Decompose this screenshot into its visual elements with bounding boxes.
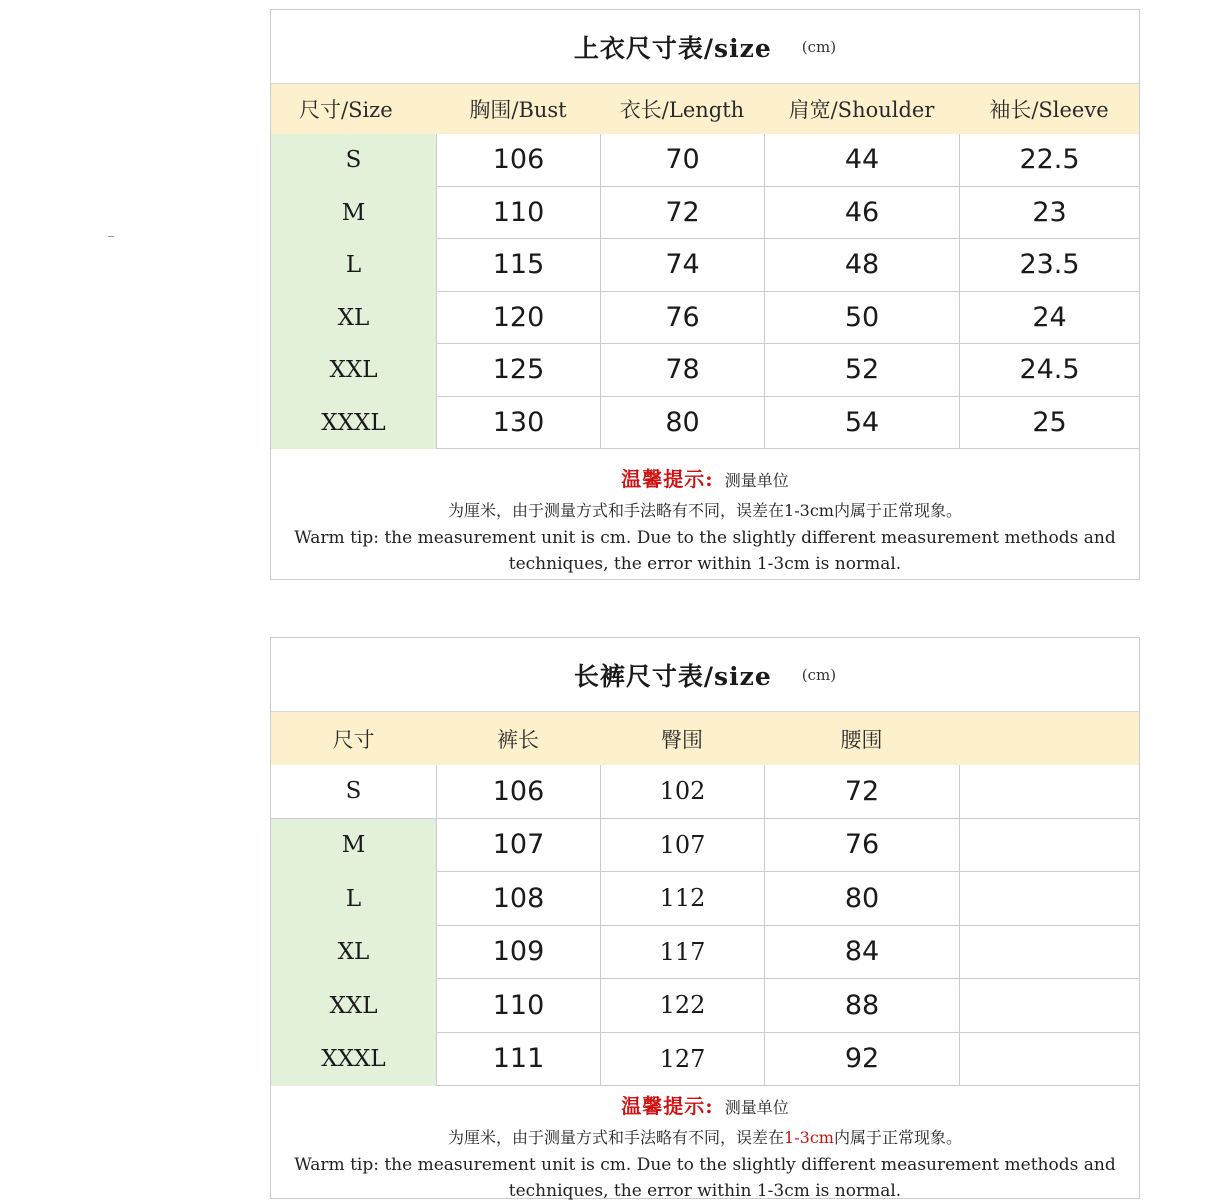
table-header [271,84,1139,134]
bust-cell: 130 [436,397,600,450]
bust-cell: 106 [436,134,600,187]
bust-cell: 125 [436,344,600,397]
tip-unit-label: 测量单位 [724,1098,789,1117]
shoulder-cell: 46 [764,187,959,240]
length-cell: 78 [600,344,764,397]
table-header [271,712,1139,765]
table-row [271,926,1139,980]
header-pants-length: 裤长 [497,727,539,752]
table-row [271,979,1139,1033]
chart-title: 上衣尺寸表/size [573,33,772,63]
table-row [271,134,1139,187]
size-cell: M [271,187,436,240]
table-row [271,819,1139,873]
table-row [271,765,1139,819]
bottom-size-chart [270,637,1140,1199]
size-cell: S [271,765,436,819]
pants-length-cell: 106 [436,765,600,819]
shoulder-cell: 50 [764,292,959,345]
pants-length-cell: 111 [436,1033,600,1087]
table-row [271,239,1139,292]
tip-english-text: Warm tip: the measurement unit is cm. Due to the slightly different measurement methods and techniques, the error within 1-3cm is normal. [294,1155,1116,1201]
shoulder-cell: 44 [764,134,959,187]
hip-cell: 107 [600,819,764,873]
sleeve-cell: 24.5 [959,344,1139,397]
table-body [271,134,1139,449]
length-cell: 70 [600,134,764,187]
header-waist: 腰围 [840,727,883,752]
empty-cell [959,979,1139,1033]
tip-title: 温馨提示: [621,467,714,491]
header-hip: 臀围 [661,727,703,752]
header-shoulder: 肩宽/Shoulder [788,98,935,122]
waist-cell: 88 [764,979,959,1033]
pants-length-cell: 107 [436,819,600,873]
size-cell: M [271,819,436,873]
sleeve-cell: 24 [959,292,1139,345]
empty-cell [959,926,1139,980]
table-row [271,344,1139,397]
hip-cell: 122 [600,979,764,1033]
hip-cell: 112 [600,872,764,926]
header-size: 尺寸/Size [299,98,393,122]
size-cell: XL [271,292,436,345]
header-bust: 胸围/Bust [469,98,567,122]
stray-mark [108,236,114,237]
size-cell: XXXL [271,397,436,450]
waist-cell: 84 [764,926,959,980]
top-size-chart [270,9,1140,580]
table-row [271,397,1139,450]
size-cell: XXL [271,979,436,1033]
size-cell: L [271,872,436,926]
size-cell: S [271,134,436,187]
sleeve-cell: 22.5 [959,134,1139,187]
sleeve-cell: 23.5 [959,239,1139,292]
tip-unit-label: 测量单位 [724,471,789,490]
tip-title: 温馨提示: [621,1094,714,1118]
shoulder-cell: 54 [764,397,959,450]
header-length: 衣长/Length [619,98,745,122]
empty-cell [959,1033,1139,1087]
table-row [271,872,1139,926]
length-cell: 80 [600,397,764,450]
chart-unit: (cm) [801,665,837,684]
size-cell: XXL [271,344,436,397]
shoulder-cell: 48 [764,239,959,292]
sleeve-cell: 23 [959,187,1139,240]
table-body [271,765,1139,1086]
size-cell: L [271,239,436,292]
waist-cell: 72 [764,765,959,819]
length-cell: 76 [600,292,764,345]
hip-cell: 127 [600,1033,764,1087]
tip-text-pre: 为厘米，由于测量方式和手法略有不同，误差在 [448,1128,785,1147]
pants-length-cell: 109 [436,926,600,980]
empty-cell [959,819,1139,873]
hip-cell: 102 [600,765,764,819]
empty-cell [959,872,1139,926]
tip-text-post: 内属于正常现象。 [833,1128,962,1147]
pants-length-cell: 110 [436,979,600,1033]
pants-length-cell: 108 [436,872,600,926]
chart-title-row [271,638,1139,712]
length-cell: 74 [600,239,764,292]
hip-cell: 117 [600,926,764,980]
header-size: 尺寸 [332,727,375,752]
table-row [271,187,1139,240]
tip-text-range: 1-3cm [784,1128,834,1147]
table-row [271,1033,1139,1087]
tip-chinese-text: 为厘米，由于测量方式和手法略有不同，误差在1-3cm内属于正常现象。 [448,501,962,520]
bust-cell: 115 [436,239,600,292]
header-sleeve: 袖长/Sleeve [989,98,1109,122]
size-cell: XL [271,926,436,980]
waist-cell: 92 [764,1033,959,1087]
shoulder-cell: 52 [764,344,959,397]
length-cell: 72 [600,187,764,240]
table-row [271,292,1139,345]
warm-tip [271,449,1139,577]
tip-english-text: Warm tip: the measurement unit is cm. Due to the slightly different measurement methods and techniques, the error within 1-3cm is normal. [294,528,1116,574]
sleeve-cell: 25 [959,397,1139,450]
size-cell: XXXL [271,1033,436,1087]
bust-cell: 110 [436,187,600,240]
chart-title-row [271,10,1139,84]
warm-tip [271,1086,1139,1204]
bust-cell: 120 [436,292,600,345]
tip-chinese-text [271,1125,1139,1148]
waist-cell: 80 [764,872,959,926]
waist-cell: 76 [764,819,959,873]
chart-unit: (cm) [801,37,837,56]
chart-title: 长裤尺寸表/size [573,661,772,691]
empty-cell [959,765,1139,819]
